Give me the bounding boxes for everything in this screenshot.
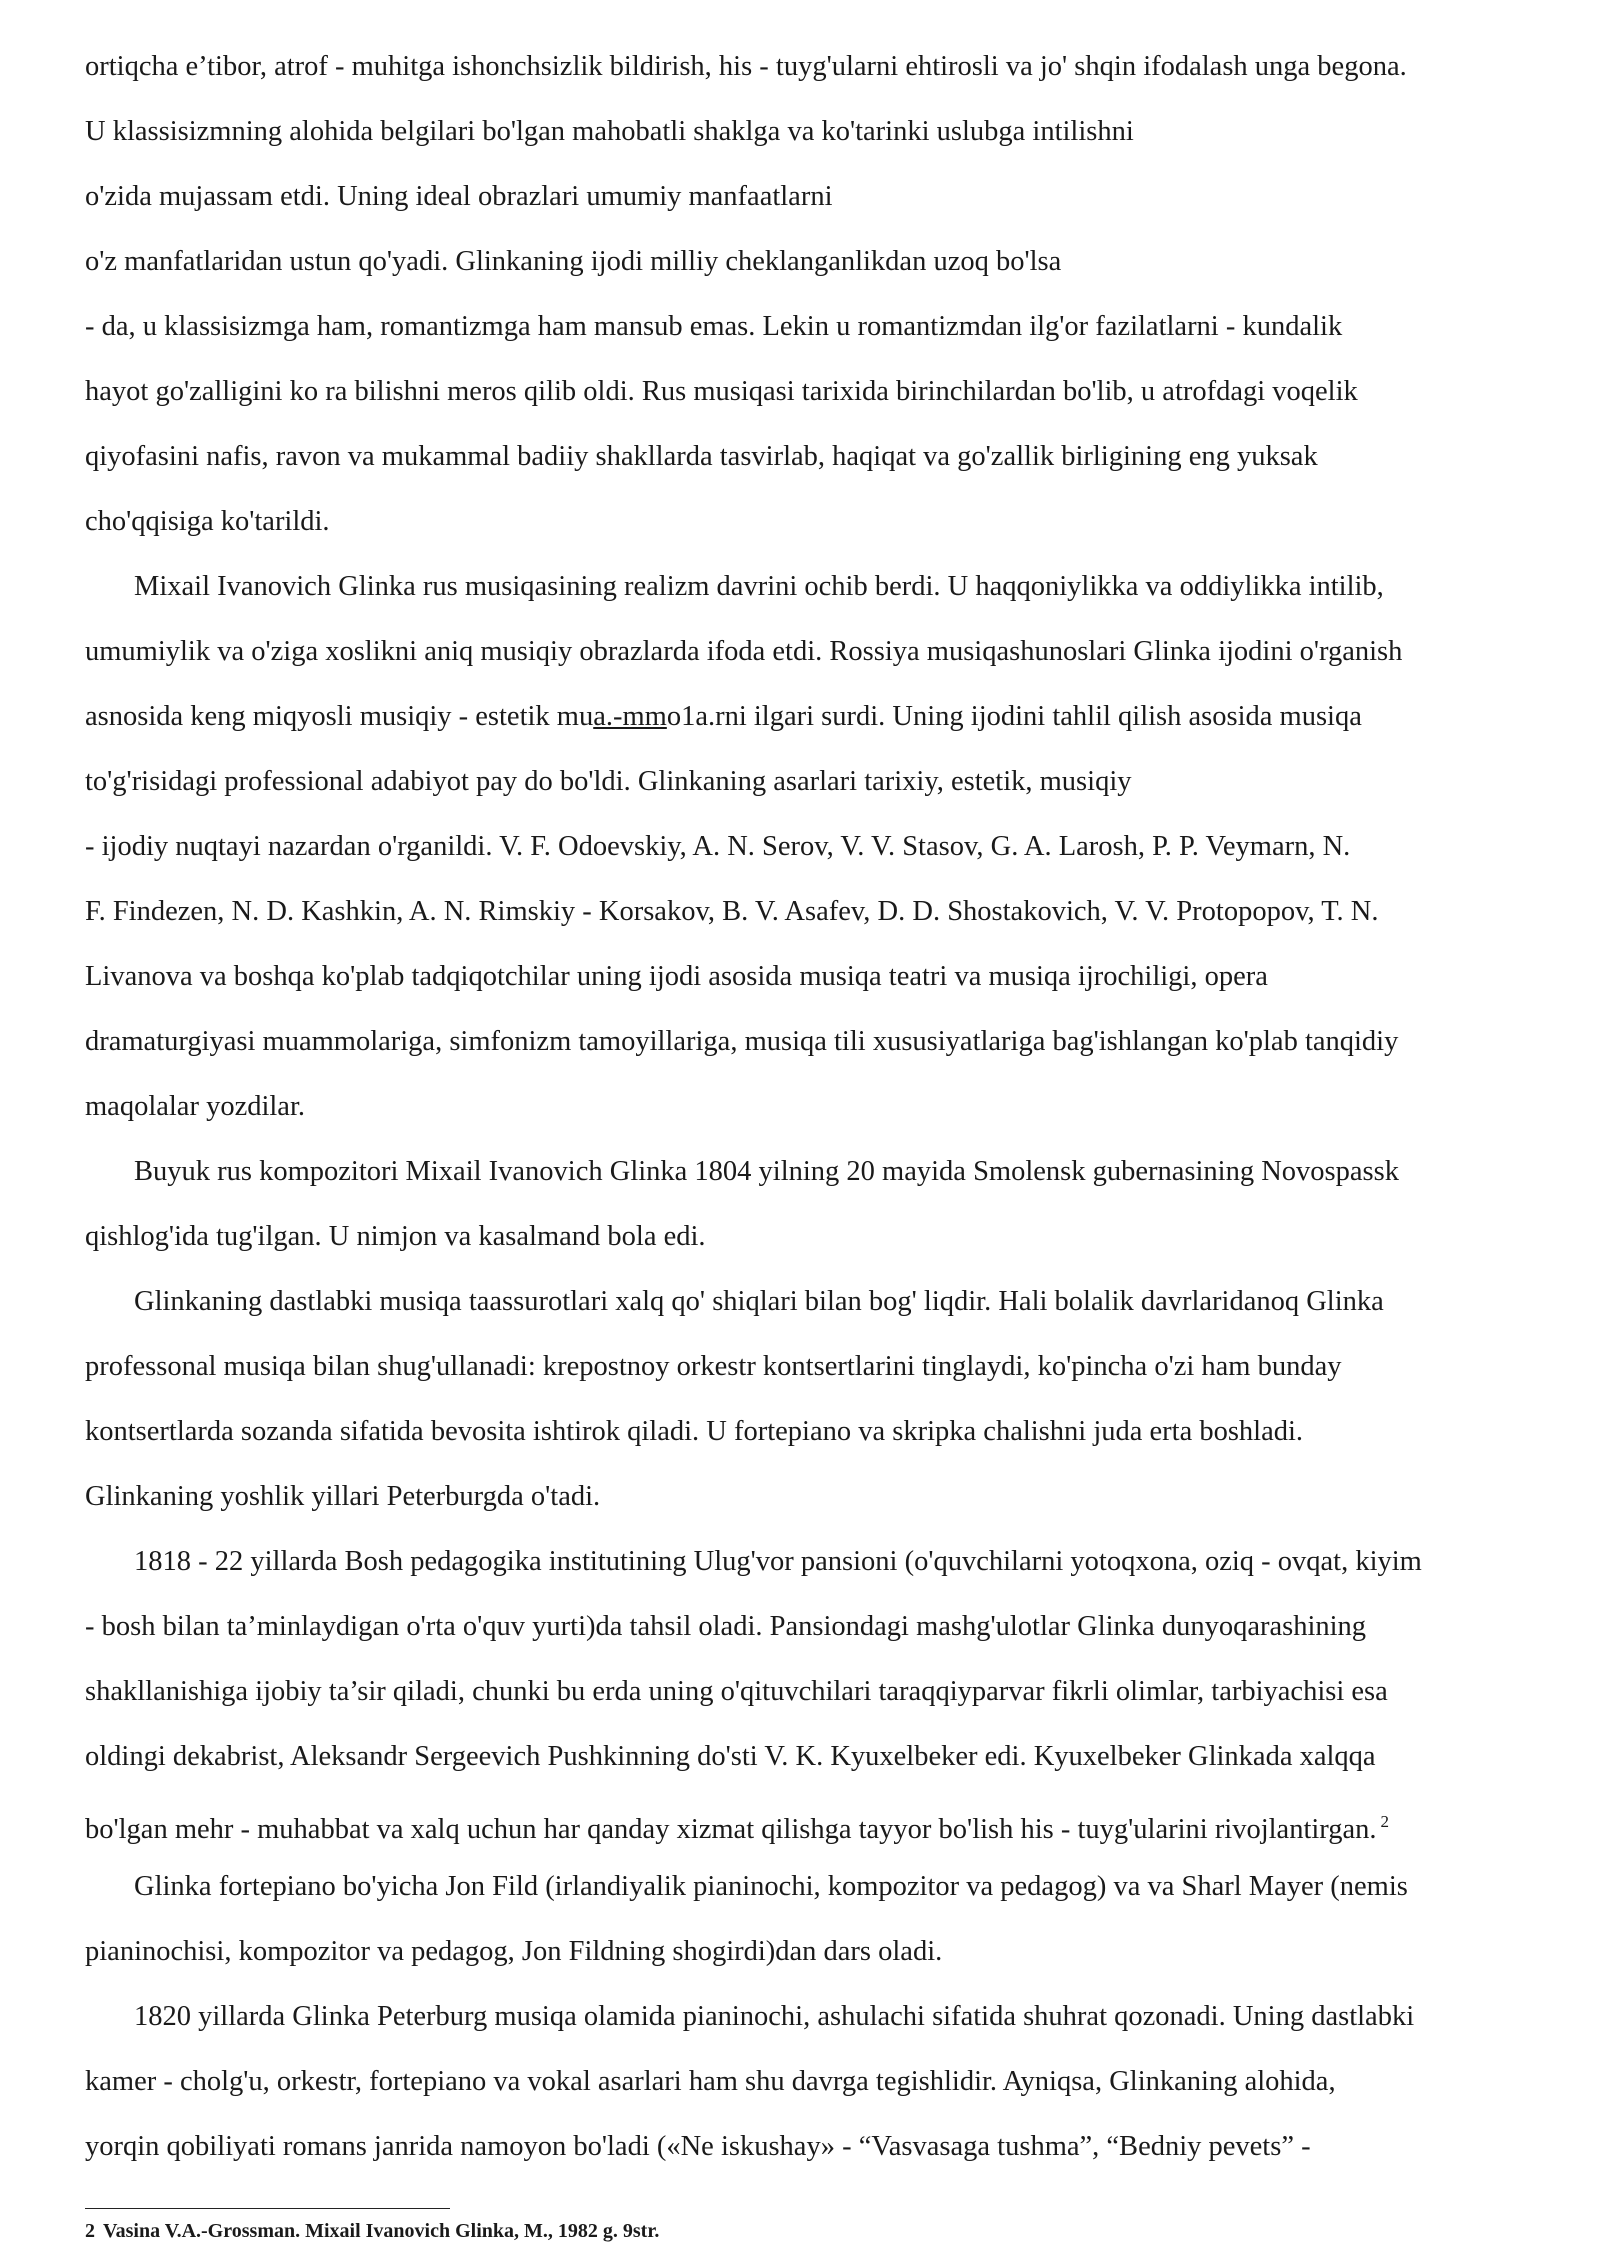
- text-line: - ijodiy nuqtayi nazardan o'rganildi. V. F. Odoevskiy, A. N. Serov, V. V. Stasov, G. A. Larosh, P. P. Veymarn, N.: [85, 831, 1351, 862]
- paragraph-start-line: Glinkaning dastlabki musiqa taassurotlari xalq qo' shiqlari bilan bog' liqdir. Hali bolalik davrlaridanoq Glinka: [134, 1286, 1384, 1317]
- text-fragment: o1a.rni ilgari surdi. Uning ijodini tahlil qilish asosida musiqa: [666, 701, 1362, 732]
- paragraph-start-line: 1820 yillarda Glinka Peterburg musiqa olamida pianinochi, ashulachi sifatida shuhrat qozonadi. Uning dastlabki: [134, 2001, 1415, 2032]
- text-line: umumiylik va o'ziga xoslikni aniq musiqiy obrazlarda ifoda etdi. Rossiya musiqashunoslari Glinka ijodini o'rganish: [85, 636, 1403, 667]
- paragraph-start-line: 1818 - 22 yillarda Bosh pedagogika institutining Ulug'vor pansioni (o'quvchilarni yotoqxona, oziq - ovqat, kiyim: [134, 1546, 1422, 1577]
- text-line: yorqin qobiliyati romans janrida namoyon bo'ladi («Ne iskushay» - “Vasvasaga tushma”, “Bedniy pevets” -: [85, 2131, 1311, 2162]
- text-line: cho'qqisiga ko'tarildi.: [85, 506, 330, 537]
- text-fragment: asnosida keng miqyosli musiqiy - estetik mu: [85, 701, 594, 732]
- text-line-with-underline: [85, 702, 1537, 767]
- text-line: professonal musiqa bilan shug'ullanadi: krepostnoy orkestr kontsertlarini tinglaydi, ko'pincha o'zi ham bunday: [85, 1351, 1342, 1382]
- text-line: o'zida mujassam etdi. Uning ideal obrazlari umumiy manfaatlarni: [85, 181, 833, 212]
- text-line: ortiqcha e’tibor, atrof - muhitga ishonchsizlik bildirish, his - tuyg'ularni ehtirosli va jo' shqin ifodalash unga begona.: [85, 51, 1407, 82]
- underlined-fragment: a.-mm: [593, 701, 667, 732]
- text-line: maqolalar yozdilar.: [85, 1091, 305, 1122]
- footnote-number: 2: [85, 2220, 95, 2242]
- paragraph-start-line: Mixail Ivanovich Glinka rus musiqasining realizm davrini ochib berdi. U haqqoniylikka va oddiylikka intilib,: [134, 571, 1384, 602]
- footnote-divider: [85, 2208, 450, 2209]
- text-line: - bosh bilan ta’minlaydigan o'rta o'quv yurti)da tahsil oladi. Pansiondagi mashg'ulotlar Glinka dunyoqarashining: [85, 1611, 1367, 1642]
- document-body: [85, 52, 1537, 2197]
- text-line: Glinkaning yoshlik yillari Peterburgda o'tadi.: [85, 1481, 601, 1512]
- footnote-reference[interactable]: 2: [1380, 1812, 1390, 1831]
- text-line: F. Findezen, N. D. Kashkin, A. N. Rimskiy - Korsakov, B. V. Asafev, D. D. Shostakovich, V. V. Protopopov, T. N.: [85, 896, 1379, 927]
- text-line: Livanova va boshqa ko'plab tadqiqotchilar uning ijodi asosida musiqa teatri va musiqa ijrochiligi, opera: [85, 961, 1268, 992]
- text-line: qishlog'ida tug'ilgan. U nimjon va kasalmand bola edi.: [85, 1221, 706, 1252]
- text-line: pianinochisi, kompozitor va pedagog, Jon Fildning shogirdi)dan dars oladi.: [85, 1936, 943, 1967]
- text-line: shakllanishiga ijobiy ta’sir qiladi, chunki bu erda uning o'qituvchilari taraqqiyparvar fikrli olimlar, tarbiyachisi esa: [85, 1676, 1388, 1707]
- text-line: o'z manfatlaridan ustun qo'yadi. Glinkaning ijodi milliy cheklanganlikdan uzoq bo'lsa: [85, 246, 1062, 277]
- footnote: [85, 2220, 659, 2243]
- text-line: qiyofasini nafis, ravon va mukammal badiiy shakllarda tasvirlab, haqiqat va go'zallik birligining eng yuksak: [85, 441, 1318, 472]
- text-line: kontsertlarda sozanda sifatida bevosita ishtirok qiladi. U fortepiano va skripka chalishni juda erta boshladi.: [85, 1416, 1304, 1447]
- paragraph-start-line: Buyuk rus kompozitori Mixail Ivanovich Glinka 1804 yilning 20 mayida Smolensk gubernasining Novospassk: [134, 1156, 1399, 1187]
- paragraph-start-line: Glinka fortepiano bo'yicha Jon Fild (irlandiyalik pianinochi, kompozitor va pedagog) va va Sharl Mayer (nemis: [134, 1871, 1408, 1902]
- text-line: kamer - cholg'u, orkestr, fortepiano va vokal asarlari ham shu davrga tegishlidir. Ayniqsa, Glinkaning alohida,: [85, 2066, 1336, 2097]
- text-line-with-footnote-ref: [85, 1807, 1537, 1872]
- text-line: dramaturgiyasi muammolariga, simfonizm tamoyillariga, musiqa tili xususiyatlariga bag'ishlangan ko'plab tanqidiy: [85, 1026, 1399, 1057]
- text-line: hayot go'zalligini ko ra bilishni meros qilib oldi. Rus musiqasi tarixida birinchilardan bo'lib, u atrofdagi voqelik: [85, 376, 1358, 407]
- text-line: - da, u klassisizmga ham, romantizmga ham mansub emas. Lekin u romantizmdan ilg'or fazilatlarni - kundalik: [85, 311, 1343, 342]
- text-line: U klassisizmning alohida belgilari bo'lgan mahobatli shaklga va ko'tarinki uslubga intilishni: [85, 116, 1134, 147]
- text-line: to'g'risidagi professional adabiyot pay do bo'ldi. Glinkaning asarlari tarixiy, estetik, musiqiy: [85, 766, 1132, 797]
- text-fragment: bo'lgan mehr - muhabbat va xalq uchun har qanday xizmat qilishga tayyor bo'lish his - tuyg'ularini rivojlantirgan.: [85, 1814, 1377, 1845]
- footnote-text: Vasina V.A.-Grossman. Mixail Ivanovich Glinka, M., 1982 g. 9str.: [103, 2220, 660, 2242]
- text-line: oldingi dekabrist, Aleksandr Sergeevich Pushkinning do'sti V. K. Kyuxelbeker edi. Kyuxelbeker Glinkada xalqqa: [85, 1741, 1376, 1772]
